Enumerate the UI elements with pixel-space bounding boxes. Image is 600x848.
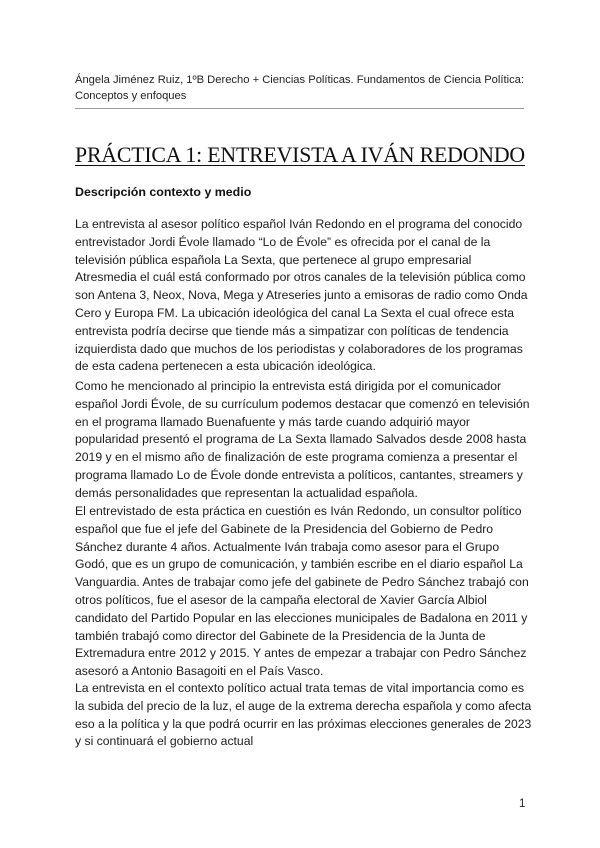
- text-line: Como he mencionado al principio la entrevista está dirigida por el comunicador: [75, 379, 502, 393]
- text-line: demás personalidades que representan la actualidad española.: [75, 485, 418, 500]
- header-divider: [75, 108, 524, 109]
- text-line: Vanguardia. Antes de trabajar como jefe del gabinete de Pedro Sánchez trabajó con: [75, 575, 529, 590]
- text-line: también trabajó como director del Gabinete de la Presidencia de la Junta de: [75, 628, 486, 643]
- text-line: candidato del Partido Popular en las elecciones municipales de Badalona en 2011 y: [75, 610, 528, 625]
- document-title: PRÁCTICA 1: ENTREVISTA A IVÁN REDONDO: [75, 142, 525, 167]
- text-line: La entrevista en el contexto político actual trata temas de vital importancia como es: [75, 681, 525, 695]
- page-number: 1: [519, 798, 526, 810]
- paragraph-4: [75, 680, 531, 751]
- text-line: eso a la política y la que podrá ocurrir en las próximas elecciones generales de 2023: [75, 716, 532, 731]
- text-line: español que fue el jefe del Gabinete de la Presidencia del Gobierno de Pedro: [75, 521, 494, 536]
- text-line: la subida del precio de la luz, el auge de la extrema derecha española y como afecta: [75, 698, 532, 713]
- text-line: son Antena 3, Neox, Nova, Mega y Atreseries junto a emisoras de radio como Onda: [75, 288, 528, 303]
- text-line: televisión pública española La Sexta, que pertenece al grupo empresarial: [75, 252, 472, 267]
- document-header: [75, 72, 535, 104]
- text-line: entrevistador Jordi Évole llamado “Lo de Évole” es ofrecida por el canal de la: [75, 234, 491, 249]
- text-line: izquierdista dado que muchos de los periodistas y colaboradores de los programas: [75, 341, 523, 356]
- text-line: programa llamado Lo de Évole donde entrevista a políticos, cantantes, streamers y: [75, 467, 523, 482]
- text-line: otros políticos, fue el asesor de la campaña electoral de Xavier García Albiol: [75, 592, 487, 607]
- header-line: Conceptos y enfoques: [75, 90, 187, 102]
- paragraph-2: [75, 378, 531, 503]
- text-line: de esta cadena pertenecen a esta ubicación ideológica.: [75, 359, 376, 374]
- text-line: popularidad presentó el programa de La Sexta llamado Salvados desde 2008 hasta: [75, 432, 527, 447]
- text-line: en el programa llamado Buenafuente y más tarde cuando adquirió mayor: [75, 414, 470, 429]
- text-line: Cero y Europa FM. La ubicación ideológica del canal La Sexta el cual ofrece esta: [75, 305, 515, 320]
- text-line: Extremadura entre 2012 y 2015. Y antes de empezar a trabajar con Pedro Sánchez: [75, 646, 527, 661]
- text-line: Godó, que es un grupo de comunicación, y también escribe en el diario español La: [75, 557, 523, 572]
- text-line: El entrevistado de esta práctica en cuestión es Iván Redondo, un consultor político: [75, 504, 522, 518]
- paragraph-1: [75, 216, 531, 376]
- text-line: entrevista podría decirse que tiende más a simpatizar con políticas de tendencia: [75, 323, 509, 338]
- paragraph-3: [75, 503, 531, 681]
- section-heading: Descripción contexto y medio: [75, 185, 252, 199]
- text-line: 2019 y en el mismo año de finalización de este programa comienza a presentar el: [75, 450, 518, 465]
- header-line: Ángela Jiménez Ruiz, 1ºB Derecho + Ciencias Políticas. Fundamentos de Ciencia Política:: [75, 74, 525, 86]
- text-line: La entrevista al asesor político español Iván Redondo en el programa del conocido: [75, 217, 523, 231]
- text-line: Atresmedia el cuál está conformado por otros canales de la televisión pública como: [75, 270, 526, 285]
- text-line: asesoró a Antonio Basagoiti en el País Vasco.: [75, 664, 324, 679]
- text-line: Sánchez durante 4 años. Actualmente Iván trabaja como asesor para el Grupo: [75, 539, 500, 554]
- text-line: y si continuará el gobierno actual: [75, 734, 254, 749]
- text-line: español Jordi Évole, de su currículum podemos destacar que comenzó en televisión: [75, 396, 530, 411]
